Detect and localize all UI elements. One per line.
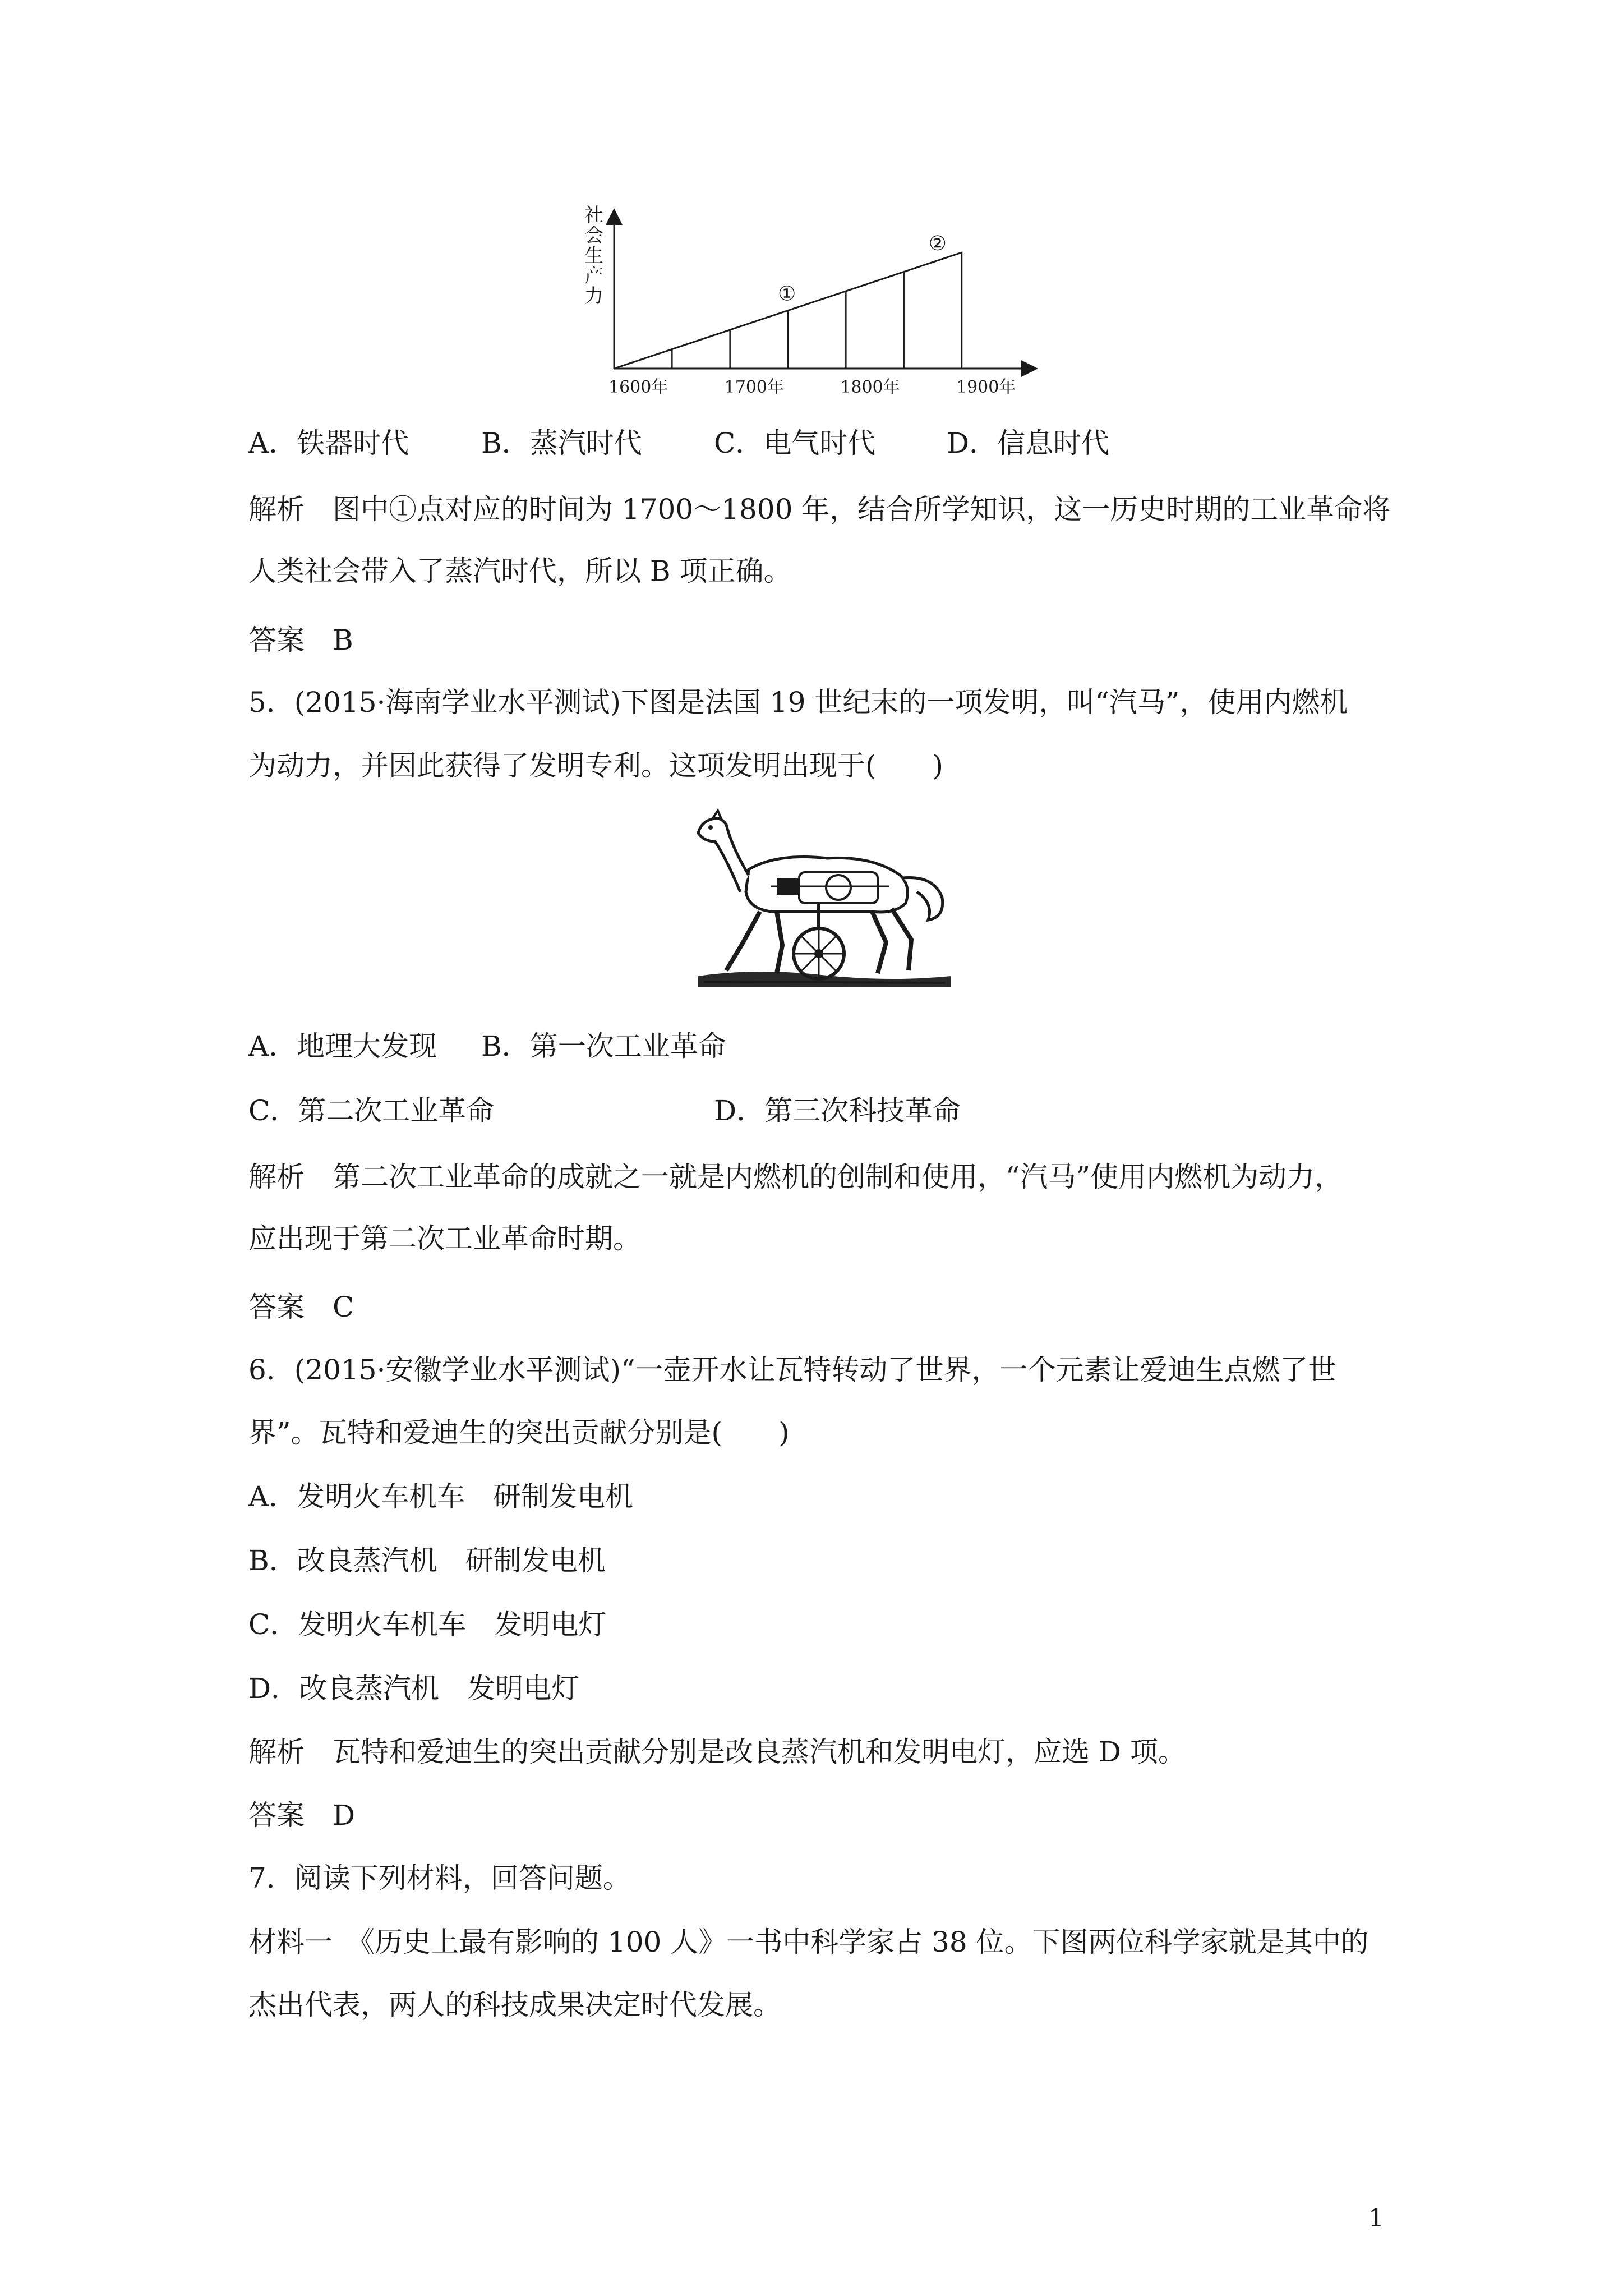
q5-answer: 答案 C — [248, 1291, 354, 1323]
q4-analysis-line-1: 解析 图中①点对应的时间为 1700～1800 年，结合所学知识，这一历史时期的工业革命将 — [248, 493, 1391, 526]
point-marker: ① — [778, 282, 796, 306]
y-axis-label-char: 社 — [584, 204, 603, 227]
q5-option-a: A．地理大发现 — [248, 1030, 437, 1062]
q5-stem-line-2: 为动力，并因此获得了发明专利。这项发明出现于( ) — [248, 749, 944, 782]
q7-material-line-1: 材料一 《历史上最有影响的 100 人》一书中科学家占 38 位。下图两位科学家就是其中的 — [248, 1926, 1369, 1958]
page-number: 1 — [1368, 2204, 1384, 2233]
y-axis-label-char: 会 — [584, 224, 603, 247]
q6-option-c: C．发明火车机车 发明电灯 — [248, 1608, 607, 1641]
y-axis-label-char: 产 — [584, 265, 603, 287]
q7-stem: 7．阅读下列材料，回答问题。 — [248, 1862, 631, 1894]
q5-option-c: C．第二次工业革命 — [248, 1094, 495, 1127]
q5-analysis-line-2: 应出现于第二次工业革命时期。 — [248, 1222, 641, 1255]
point-marker: ② — [928, 232, 947, 255]
mechanical-horse-illustration — [687, 808, 956, 993]
q4-answer: 答案 B — [248, 624, 353, 656]
x-tick-label: 1700年 — [724, 378, 785, 397]
q4-option-d: D．信息时代 — [947, 427, 1110, 459]
q5-stem-line-1: 5．(2015·海南学业水平测试)下图是法国 19 世纪末的一项发明，叫“汽马”，使用内燃机 — [248, 686, 1348, 719]
q4-option-b: B．蒸汽时代 — [481, 427, 642, 459]
q6-option-a: A．发明火车机车 研制发电机 — [248, 1480, 634, 1513]
q5-analysis-line-1: 解析 第二次工业革命的成就之一就是内燃机的创制和使用，“汽马”使用内燃机为动力， — [248, 1161, 1343, 1193]
q5-option-d: D．第三次科技革命 — [714, 1094, 961, 1127]
y-axis-label-char: 生 — [584, 245, 603, 267]
y-axis-label — [584, 204, 603, 307]
q4-option-c: C．电气时代 — [714, 427, 876, 459]
productivity-chart — [578, 199, 1060, 401]
q4-analysis-line-2: 人类社会带入了蒸汽时代，所以 B 项正确。 — [248, 555, 792, 587]
x-tick-label: 1800年 — [840, 378, 900, 397]
q7-material-line-2: 杰出代表，两人的科技成果决定时代发展。 — [248, 1989, 781, 2021]
q6-stem-line-2: 界”。瓦特和爱迪生的突出贡献分别是( ) — [248, 1416, 790, 1449]
q6-option-b: B．改良蒸汽机 研制发电机 — [248, 1544, 606, 1577]
q6-stem-line-1: 6．(2015·安徽学业水平测试)“一壶开水让瓦特转动了世界，一个元素让爱迪生点燃了世 — [248, 1354, 1336, 1386]
q5-option-b: B．第一次工业革命 — [481, 1030, 726, 1062]
x-tick-label: 1900年 — [956, 378, 1016, 397]
q4-option-a: A．铁器时代 — [248, 427, 409, 459]
q6-analysis: 解析 瓦特和爱迪生的突出贡献分别是改良蒸汽机和发明电灯，应选 D 项。 — [248, 1736, 1186, 1768]
y-axis-label-char: 力 — [584, 285, 603, 307]
x-tick-label: 1600年 — [608, 378, 668, 397]
q6-option-d: D．改良蒸汽机 发明电灯 — [248, 1672, 580, 1705]
q6-answer: 答案 D — [248, 1799, 356, 1832]
